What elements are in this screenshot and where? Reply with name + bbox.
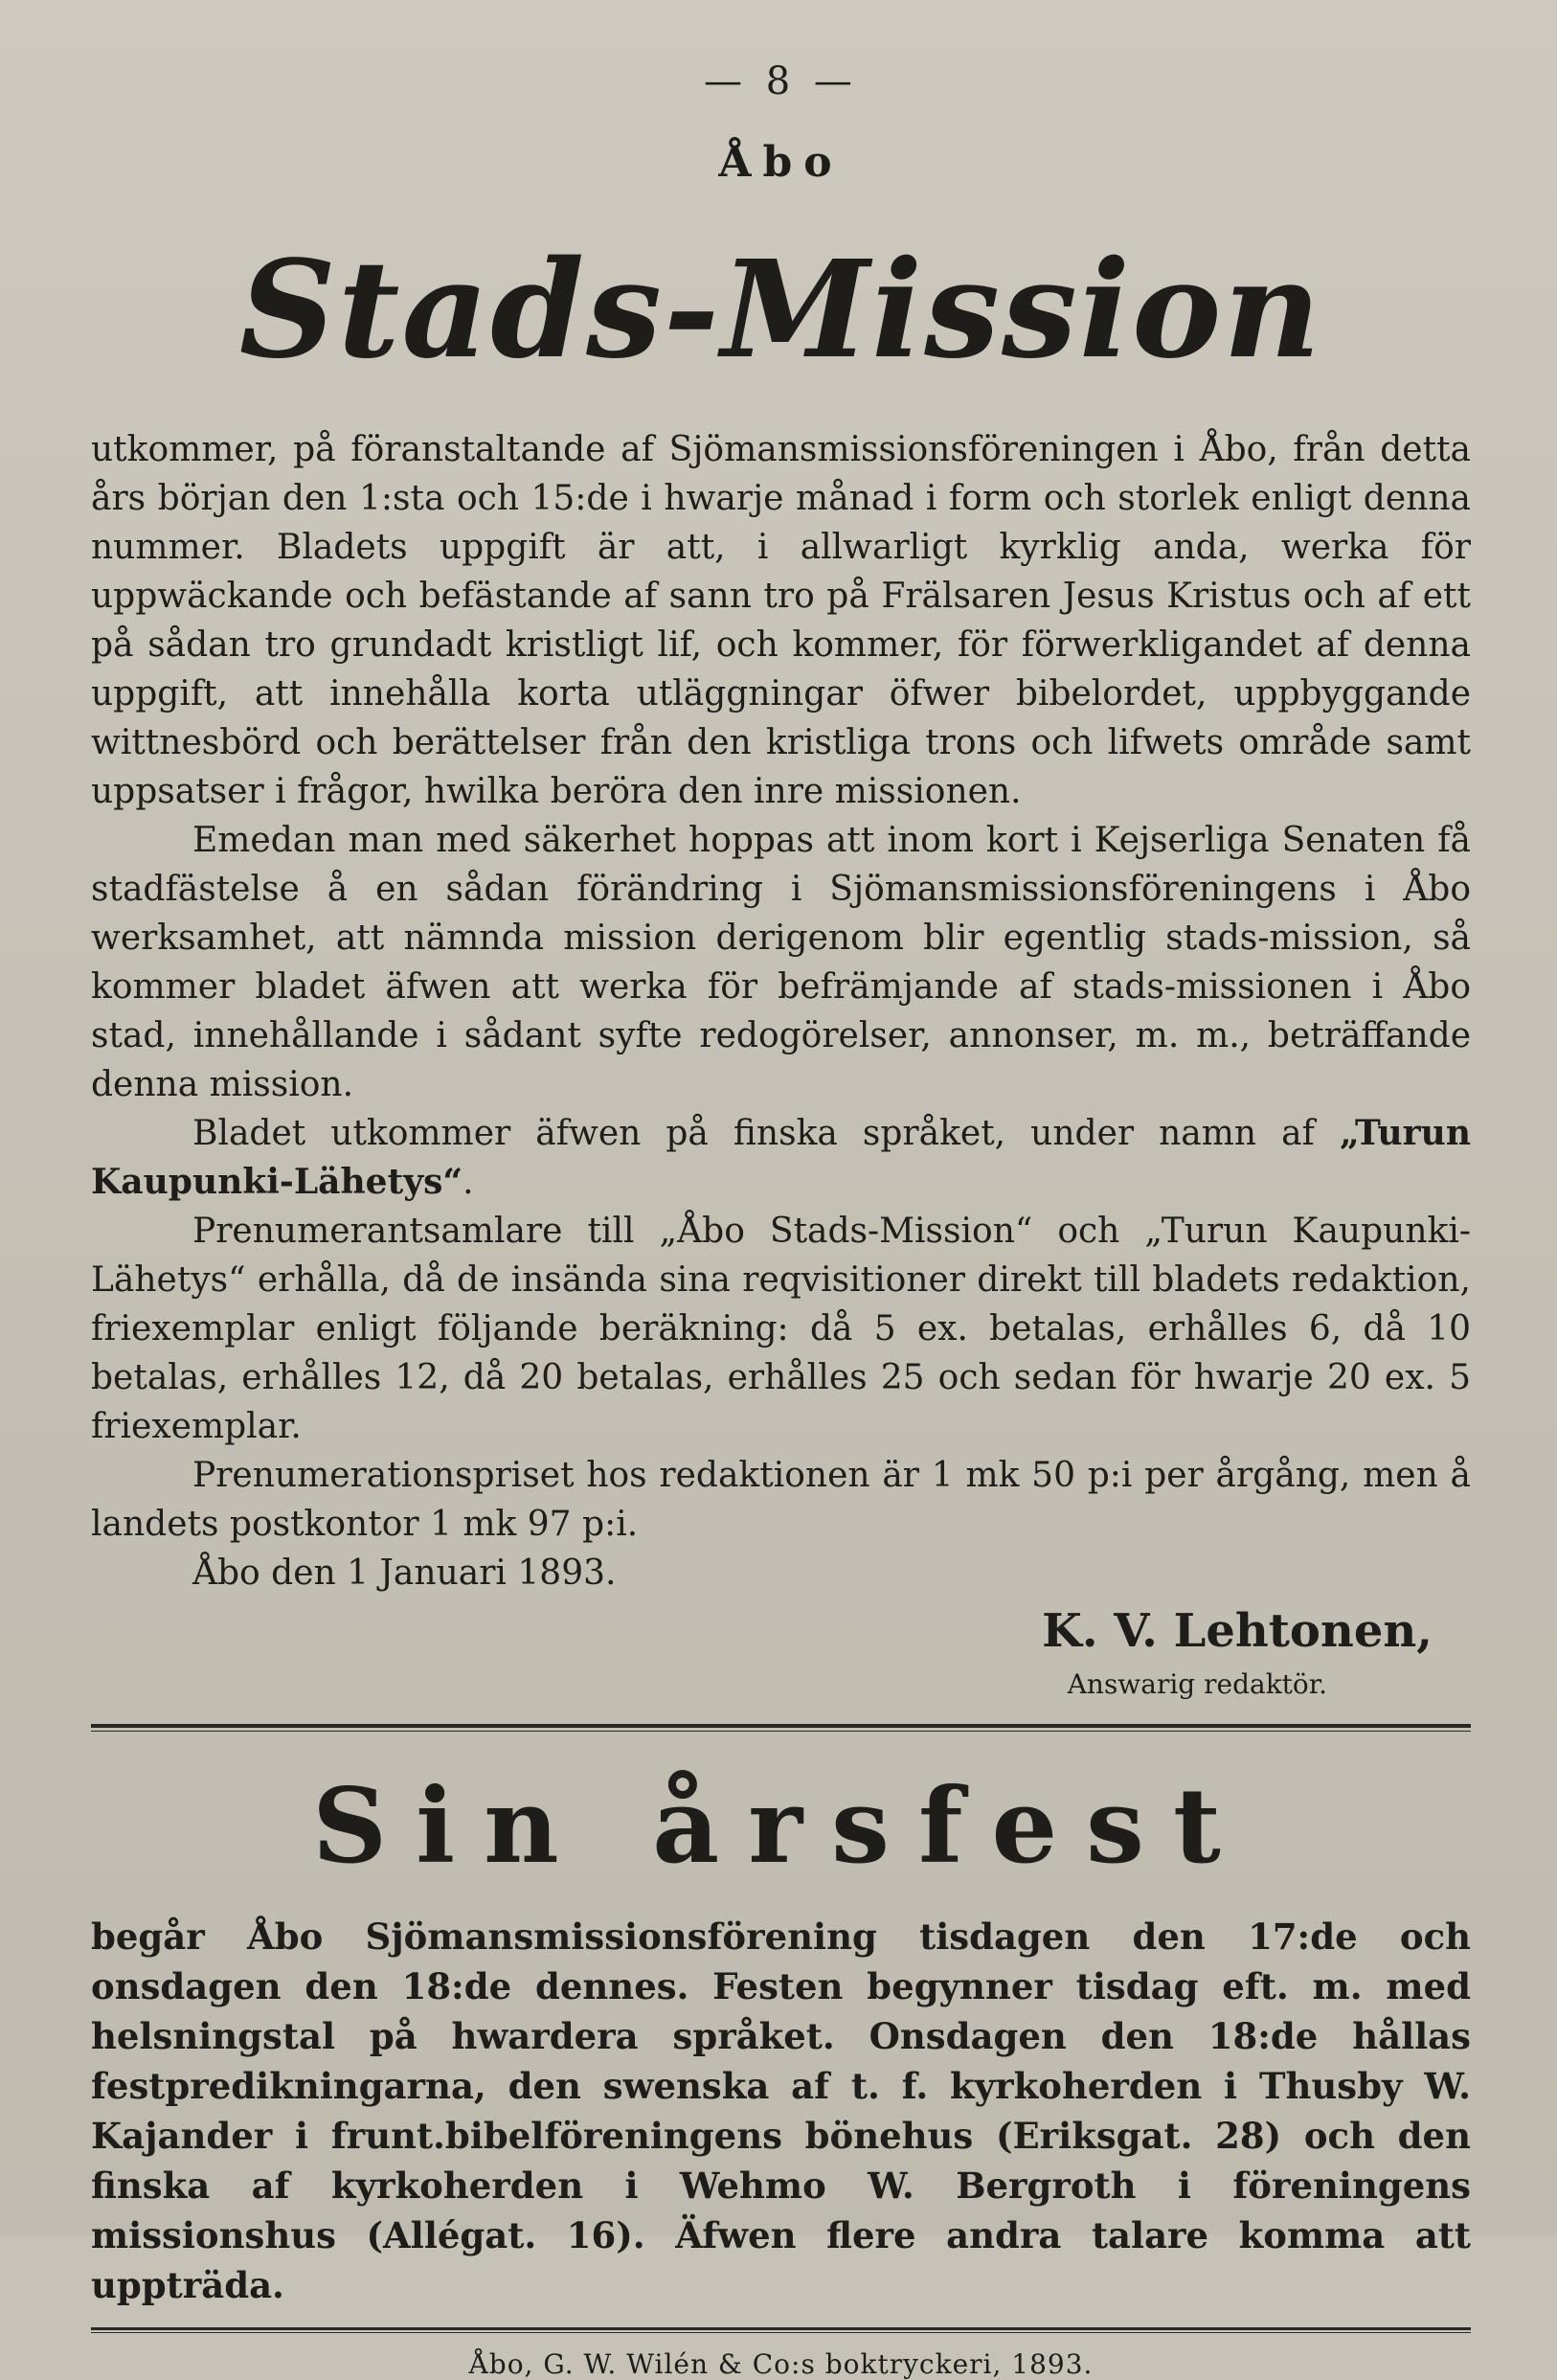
- event-text: begår Åbo Sjömansmissionsförening tisdagen den 17:de och onsdagen den 18:de dennes. Festen begynner tisdag eft. m. med helsningstal på hwardera språket. Onsdagen den 18:de hållas festpredikningarna, den swenska af t. f. kyrkoherden i Thusby W. Kajander i frunt.bibelföreningens bönehus (Eriksgat. 28) och den finska af kyrkoherden i Wehmo W. Bergroth i föreningens missionshus (Allégat. 16). Äfwen flere andra talare komma att uppträda.: [91, 1915, 1471, 2306]
- date-line: Åbo den 1 Januari 1893.: [192, 1553, 617, 1593]
- masthead-title: Stads-Mission: [238, 232, 1323, 389]
- intro-paragraph: utkommer, på föranstaltande af Sjömansmissionsföreningen i Åbo, från detta års början den 1:sta och 15:de i hwarje månad i form och storlek enligt denna nummer. Bladets uppgift är att, i allwarligt kyrklig anda, werka för uppwäckande och befästande af sann tro på Frälsaren Jesus Kristus och af ett på sådan tro grundadt kristligt lif, och kommer, för förwerkligandet af denna uppgift, att innehålla korta utläggningar öfwer bibelordet, uppbyggande wittnesbörd och berättelser från den kristliga trons och lifwets område samt uppsatser i frågor, hwilka beröra den inre missionen.: [91, 430, 1471, 811]
- intro-paragraph: [91, 1109, 1471, 1207]
- intro-paragraph: Emedan man med säkerhet hoppas att inom kort i Kejserliga Senaten få stadfästelse å en sådan förändring i Sjömansmissionsföreningens i Åbo werksamhet, att nämnda mission derigenom blir egentlig stads-mission, så kommer bladet äfwen att werka för befrämjande af stads-missionen i Åbo stad, innehållande i sådant syfte redogörelser, annonser, m. m., beträffande denna mission.: [91, 821, 1471, 1104]
- signature-role: Answarig redaktör.: [1067, 1668, 1327, 1700]
- footer-divider: [91, 2327, 1471, 2333]
- printer-imprint: Åbo, G. W. Wilén & Co:s boktryckeri, 1893.: [468, 2348, 1094, 2380]
- signature-name: K. V. Lehtonen,: [1042, 1604, 1433, 1658]
- section-divider: [91, 1724, 1471, 1732]
- finnish-edition-name: „Turun Kaupunki-Lähetys“: [91, 1113, 1471, 1202]
- intro-section: [91, 425, 1471, 1598]
- finnish-edition-text: Bladet utkommer äfwen på finska språket, under namn af: [192, 1114, 1340, 1153]
- event-title: Sin årsfest: [312, 1766, 1250, 1887]
- intro-paragraph: Prenumerantsamlare till „Åbo Stads-Mission“ och „Turun Kaupunki-Lähetys“ erhålla, då de insända sina reqvisitioner direkt till bladets redaktion, friexemplar enligt följande beräkning: då 5 ex. betalas, erhålles 6, då 10 betalas, erhålles 12, då 20 betalas, erhålles 25 och sedan för hwarje 20 ex. 5 friexemplar.: [91, 1212, 1471, 1446]
- page-number: — 8 —: [704, 59, 858, 103]
- finnish-edition-end: .: [463, 1163, 474, 1202]
- masthead-pretitle: Åbo: [718, 138, 844, 187]
- intro-paragraph: Prenumerationspriset hos redaktionen är 1 mk 50 p:i per årgång, men å landets postkontor 1 mk 97 p:i.: [91, 1456, 1471, 1544]
